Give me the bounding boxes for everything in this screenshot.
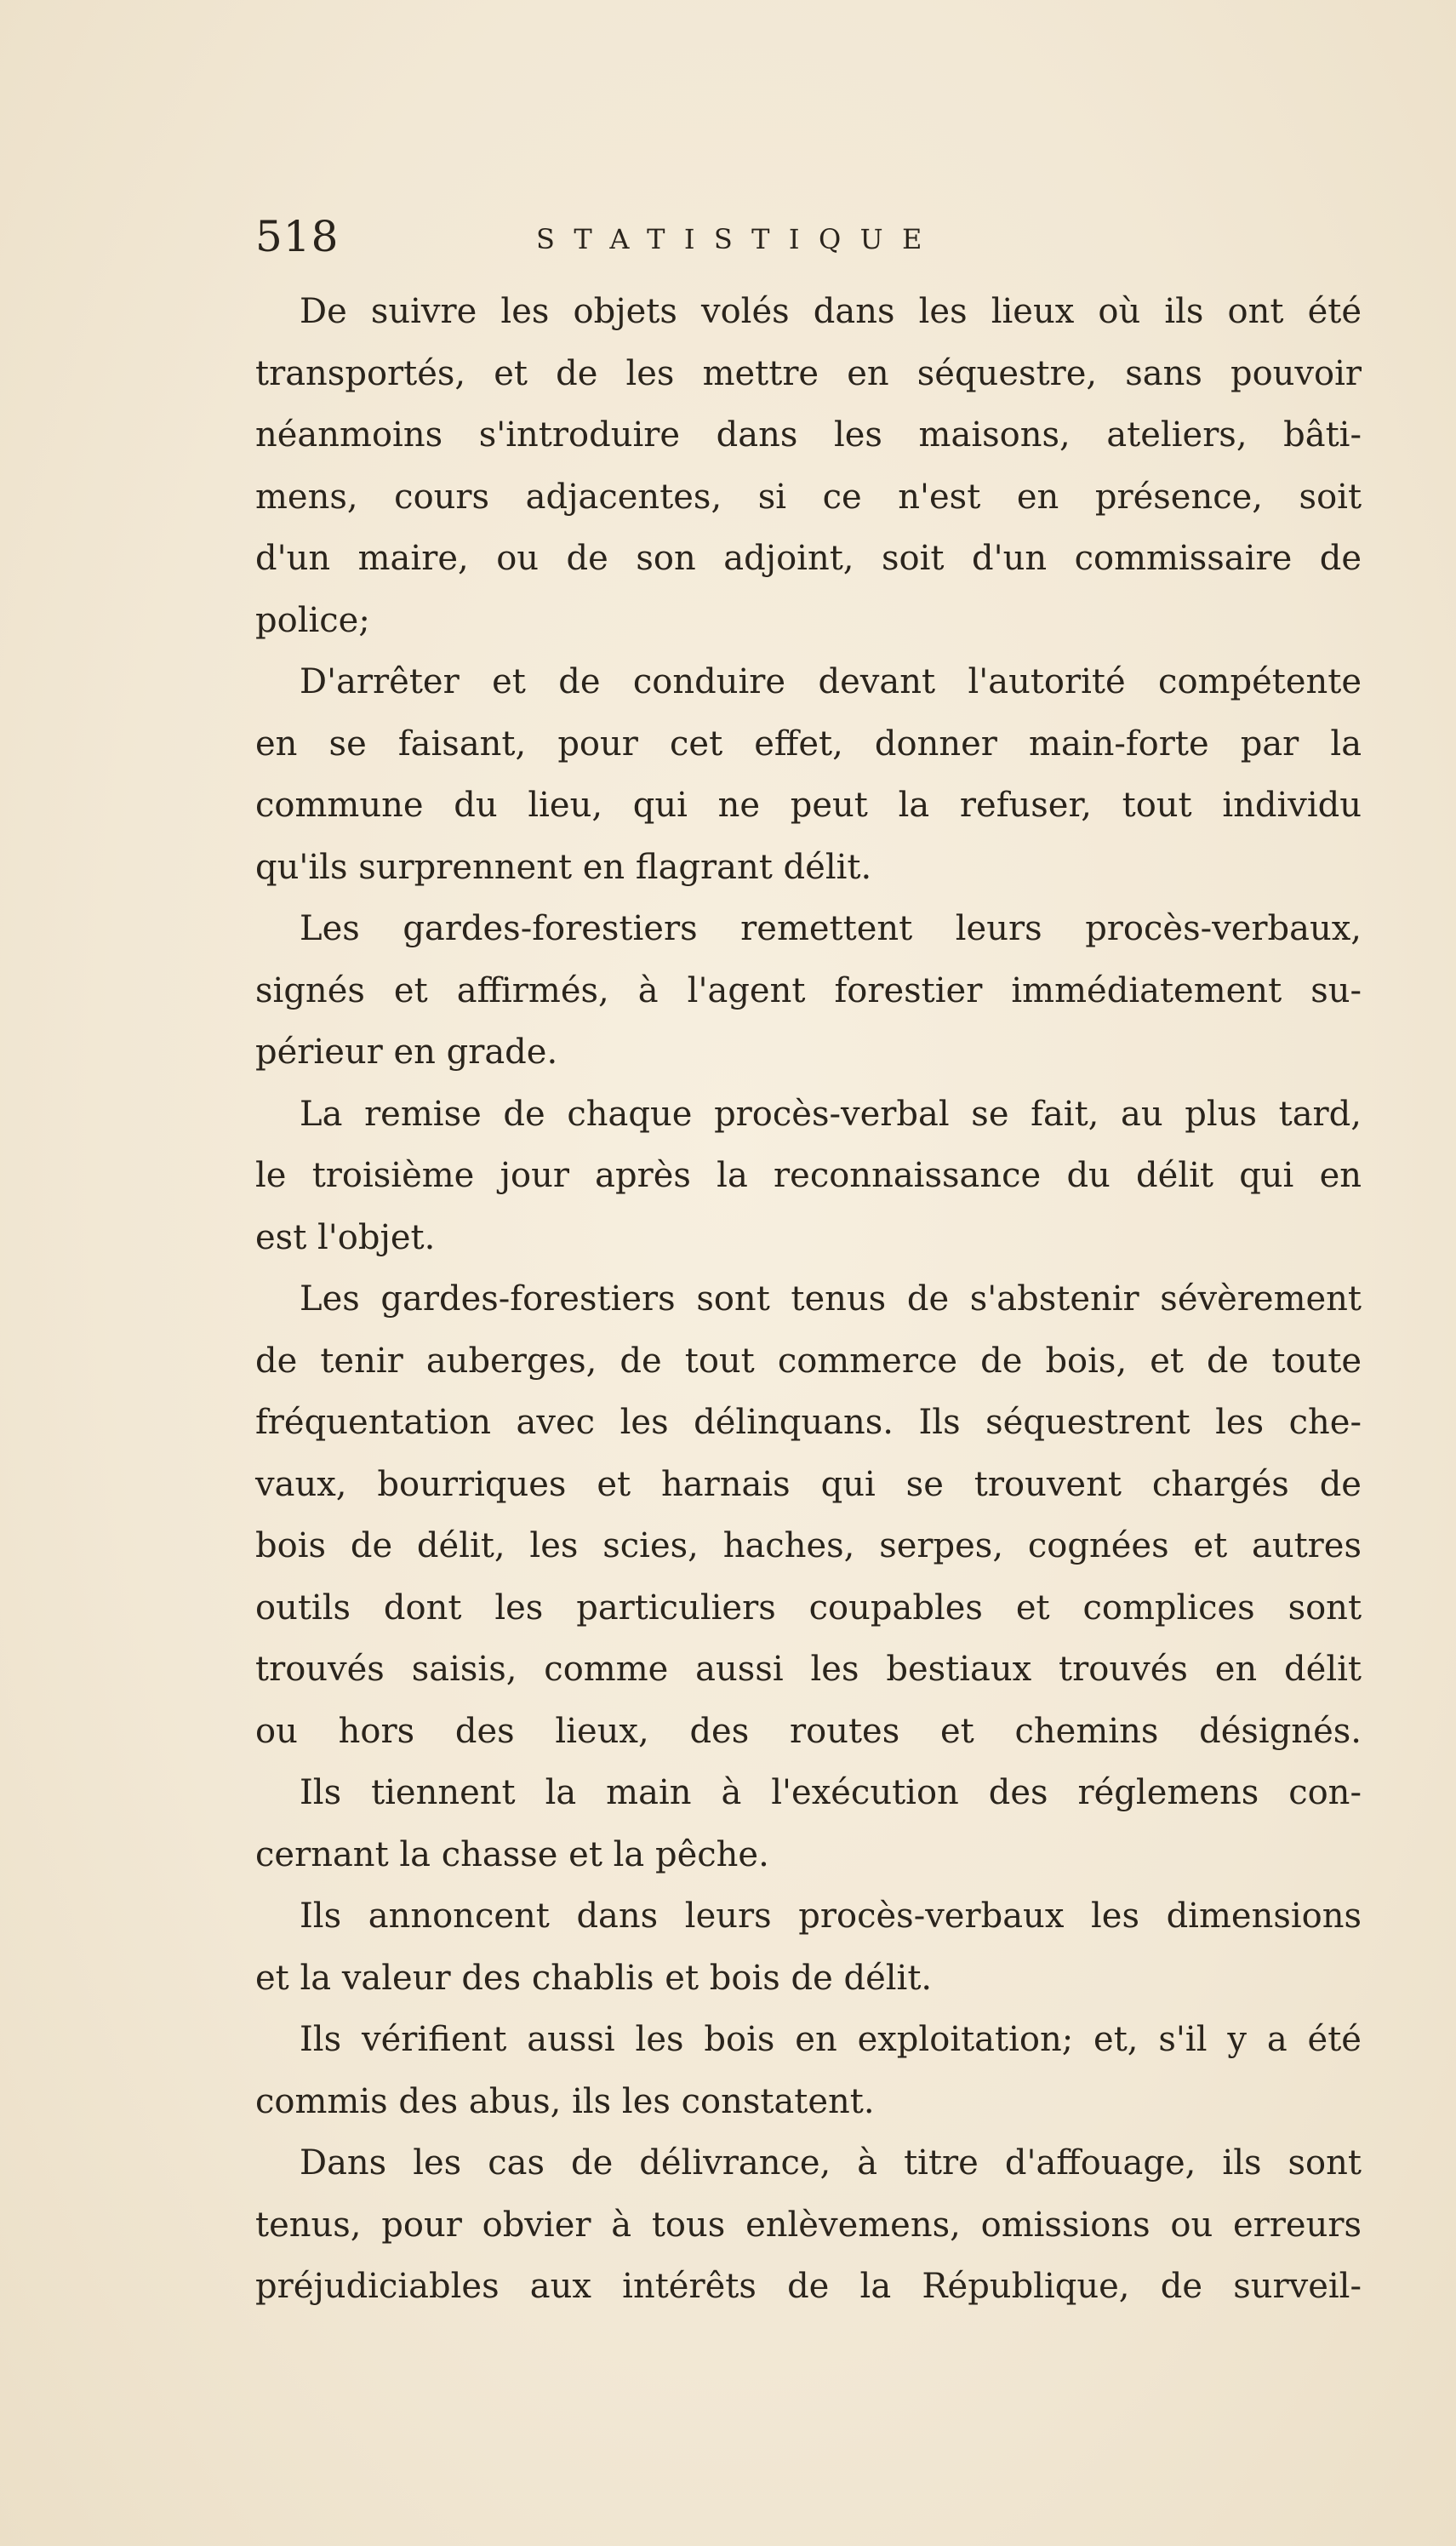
text-line: commis des abus, ils les constatent. — [255, 2081, 875, 2121]
text-line: Ils vérifient aussi les bois en exploitation; et, s'il y a été — [300, 2020, 1362, 2059]
text-line: Les gardes-forestiers remettent leurs procès-verbaux, — [300, 909, 1362, 948]
text-line: périeur en grade. — [255, 1033, 558, 1072]
text-line: De suivre les objets volés dans les lieux où ils ont été — [300, 292, 1362, 331]
text-line: néanmoins s'introduire dans les maisons, ateliers, bâti- — [255, 415, 1362, 455]
text-line: La remise de chaque procès-verbal se fait, au plus tard, — [300, 1094, 1362, 1134]
text-line: trouvés saisis, comme aussi les bestiaux trouvés en délit — [255, 1650, 1362, 1689]
page-number: 518 — [255, 212, 340, 261]
text-line: mens, cours adjacentes, si ce n'est en présence, soit — [255, 477, 1362, 517]
text-line: Ils tiennent la main à l'exécution des réglemens con- — [300, 1773, 1362, 1812]
text-line: Ils annoncent dans leurs procès-verbaux les dimensions — [300, 1897, 1362, 1936]
running-title: STATISTIQUE — [536, 223, 941, 255]
text-line: fréquentation avec les délinquans. Ils séquestrent les che- — [255, 1403, 1362, 1442]
text-line: tenus, pour obvier à tous enlèvemens, omissions ou erreurs — [255, 2205, 1362, 2245]
text-line: qu'ils surprennent en flagrant délit. — [255, 847, 872, 887]
text-line: signés et affirmés, à l'agent forestier immédiatement su- — [255, 970, 1362, 1010]
text-line: d'un maire, ou de son adjoint, soit d'un commissaire de — [255, 539, 1362, 578]
text-line: préjudiciables aux intérêts de la République, de surveil- — [255, 2267, 1362, 2306]
text-line: Les gardes-forestiers sont tenus de s'abstenir sévèrement — [300, 1279, 1362, 1319]
text-line: en se faisant, pour cet effet, donner main-forte par la — [255, 724, 1362, 764]
page-header — [255, 207, 1140, 266]
text-line: Dans les cas de délivrance, à titre d'affouage, ils sont — [300, 2143, 1362, 2183]
text-line: vaux, bourriques et harnais qui se trouvent chargés de — [255, 1464, 1362, 1504]
text-line: cernant la chasse et la pêche. — [255, 1834, 769, 1874]
body-text — [255, 281, 1362, 2318]
text-line: le troisième jour après la reconnaissance du délit qui en — [255, 1156, 1362, 1195]
text-line: de tenir auberges, de tout commerce de bois, et de toute — [255, 1341, 1362, 1381]
text-line: est l'objet. — [255, 1217, 436, 1257]
text-line: et la valeur des chablis et bois de délit. — [255, 1958, 933, 1998]
text-line: police; — [255, 600, 370, 640]
text-line: commune du lieu, qui ne peut la refuser, tout individu — [255, 786, 1362, 825]
text-line: D'arrêter et de conduire devant l'autorité compétente — [300, 662, 1362, 701]
text-line: outils dont les particuliers coupables et complices sont — [255, 1588, 1362, 1628]
text-line: ou hors des lieux, des routes et chemins désignés. — [255, 1711, 1362, 1751]
text-line: bois de délit, les scies, haches, serpes, cognées et autres — [255, 1526, 1362, 1565]
text-line: transportés, et de les mettre en séquestre, sans pouvoir — [255, 353, 1362, 393]
